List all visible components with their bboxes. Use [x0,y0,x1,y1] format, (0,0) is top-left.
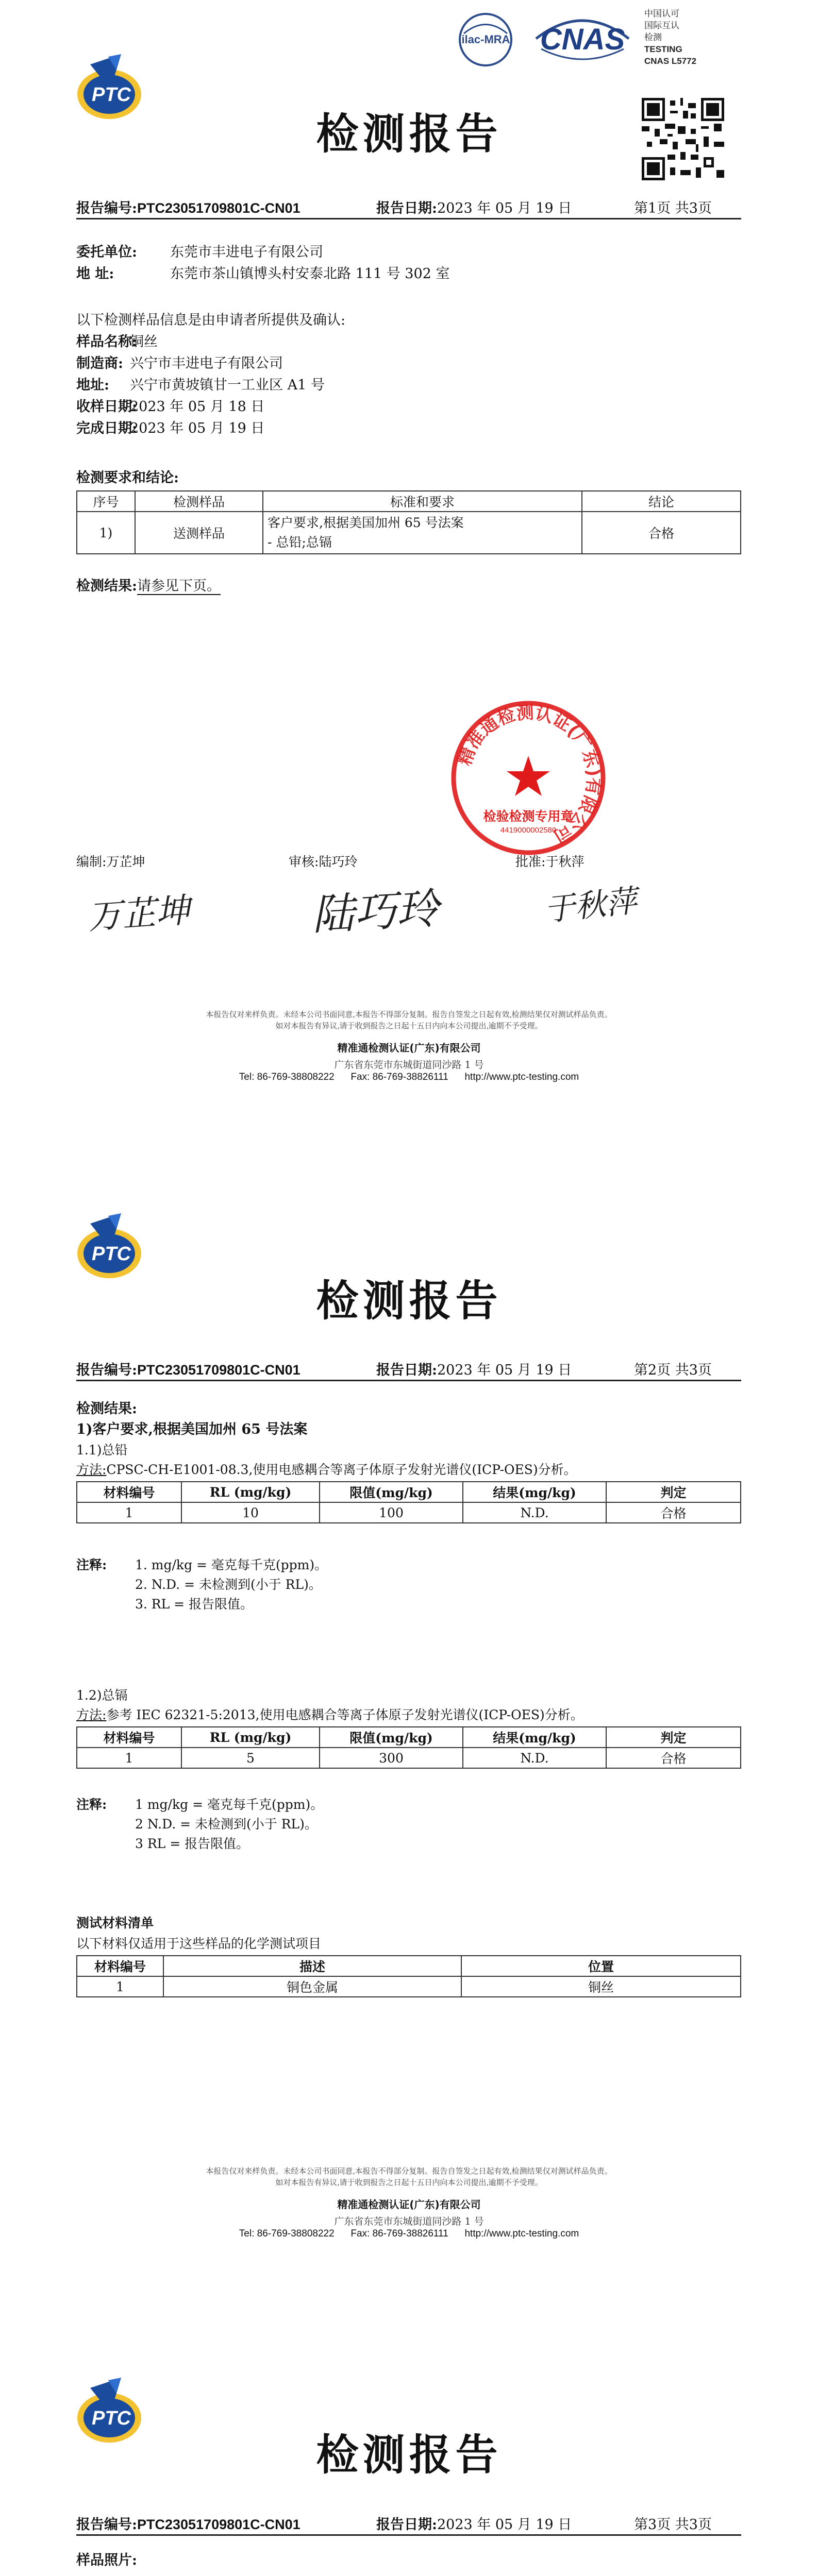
material-list-table [76,1955,741,1997]
report-date: 报告日期:2023 年 05 月 19 日 [376,200,572,216]
photo-label: 样品照片: [76,2552,137,2568]
ptc-logo: PTC [72,2372,149,2450]
approver-label: 批准:于秋萍 [515,854,585,869]
footer-note-2: 如对本报告有异议,请于收到报告之日起十五日内向本公司提出,逾期不予受理。 [275,2178,543,2187]
completed-date: 2023 年 05 月 19 日 [130,420,265,436]
footer-note-2: 如对本报告有异议,请于收到报告之日起十五日内向本公司提出,逾期不予受理。 [275,1022,543,1030]
footer-note-1: 本报告仅对来样负责。未经本公司书面同意,本报告不得部分复制。报告自签发之日起有效,检测结果仅对测试样品负责。 [206,2167,612,2176]
report-date: 报告日期:2023 年 05 月 19 日 [376,1362,572,1378]
report-number: 报告编号:PTC23051709801C-CN01 [76,1362,301,1378]
manufacturer: 兴宁市丰进电子有限公司 [130,355,283,371]
cadmium-method: 方法:参考 IEC 62321-5:2013,使用电感耦合等离子体原子发射光谱仪(ICP-OES)分析。 [76,1707,583,1722]
client-address-label: 地 址: [76,266,114,282]
footer-contact: Tel: 86-769-38808222 Fax: 86-769-38826111 http://www.ptc-testing.com [239,1072,579,1082]
report-title: 检测报告 [316,2431,502,2480]
sample-info-intro: 以下检测样品信息是由申请者所提供及确认: [76,312,346,328]
lead-title: 1.1)总铅 [76,1443,128,1458]
logo-text: PTC [92,84,131,106]
results-reference: 检测结果:请参见下页。 [76,578,221,594]
material-list-intro: 以下材料仅适用于这些样品的化学测试项目 [76,1936,322,1951]
cadmium-results-table [76,1726,741,1769]
table-header-row: 材料编号 描述 位置 [77,1956,741,1976]
footer-note-1: 本报告仅对来样负责。未经本公司书面同意,本报告不得部分复制。报告自签发之日起有效,检测结果仅对测试样品负责。 [206,1010,612,1019]
reviewer-signature: 陆巧玲 [311,884,440,940]
footer-company: 精准通检测认证(广东)有限公司 [337,1042,481,1054]
editor-label: 编制:万芷坤 [76,854,145,869]
cadmium-title: 1.2)总镉 [76,1688,128,1703]
client-name-label: 委托单位: [76,244,137,260]
accreditation-text: 中国认可 国际互认 检测 TESTING CNAS L5772 [644,9,697,66]
report-page-2 [0,1157,818,2313]
official-stamp [448,698,608,858]
report-page-3 [0,2313,818,2576]
manufacturer-address-label: 地址: [76,377,109,393]
lead-note-3: 3. RL = 报告限值。 [135,1597,254,1612]
report-page-1 [0,0,818,1157]
stamp-number: 4419000002580 [500,826,557,835]
header-rule [76,2534,741,2536]
footer-address: 广东省东莞市东城街道同沙路 1 号 [334,1059,484,1071]
table-row: 1 10 100 N.D. 合格 [77,1502,741,1523]
table-header-row: 材料编号 RL (mg/kg) 限值(mg/kg) 结果(mg/kg) 判定 [77,1727,741,1748]
header-rule [76,1380,741,1381]
report-number: 报告编号:PTC23051709801C-CN01 [76,2517,301,2533]
cadmium-note-2: 2 N.D. = 未检测到(小于 RL)。 [135,1817,318,1832]
header-rule [76,218,741,219]
table-row: 1 铜色金属 铜丝 [77,1976,741,1997]
requirements-table [76,490,741,554]
table-header-row: 材料编号 RL (mg/kg) 限值(mg/kg) 结果(mg/kg) 判定 [77,1482,741,1502]
client-address: 东莞市茶山镇博头村安泰北路 111 号 302 室 [170,266,450,282]
stamp-ring-text: 精准通检测认证(广东)有限公司 [454,702,604,847]
page-number: 第1页 共3页 [634,200,712,216]
lead-note-1: 1. mg/kg = 毫克每千克(ppm)。 [135,1557,328,1572]
sample-name-label: 样品名称: [76,334,137,350]
footer-company: 精准通检测认证(广东)有限公司 [337,2198,481,2211]
ptc-logo: PTC [72,1208,149,1285]
cadmium-note-1: 1 mg/kg = 毫克每千克(ppm)。 [135,1797,324,1812]
report-number: 报告编号:PTC23051709801C-CN01 [76,200,301,216]
report-title: 检测报告 [316,110,502,159]
ilac-mra-logo: ilac-MRA [454,10,518,70]
page-number: 第2页 共3页 [634,1362,712,1378]
footer-contact: Tel: 86-769-38808222 Fax: 86-769-38826111 http://www.ptc-testing.com [239,2228,579,2239]
cadmium-notes-label: 注释: [76,1797,107,1812]
manufacturer-label: 制造商: [76,355,123,371]
manufacturer-address: 兴宁市黄坡镇甘一工业区 A1 号 [130,377,325,393]
report-title: 检测报告 [316,1277,502,1326]
lead-note-2: 2. N.D. = 未检测到(小于 RL)。 [135,1577,322,1592]
table-header-row: 序号 检测样品 标准和要求 结论 [77,491,741,512]
reviewer-label: 审核:陆巧玲 [289,854,358,869]
footer-address: 广东省东莞市东城街道同沙路 1 号 [334,2216,484,2227]
editor-signature: 万芷坤 [86,890,191,937]
stamp-center-text: 检验检测专用章 [483,809,574,824]
received-date: 2023 年 05 月 18 日 [130,399,265,415]
page-number: 第3页 共3页 [634,2517,712,2533]
report-date: 报告日期:2023 年 05 月 19 日 [376,2517,572,2533]
completed-date-label: 完成日期: [76,420,137,436]
section-1-title: 1)客户要求,根据美国加州 65 号法案 [76,1421,308,1437]
table-row: 1 5 300 N.D. 合格 [77,1748,741,1768]
material-list-heading: 测试材料清单 [76,1916,154,1930]
client-name: 东莞市丰进电子有限公司 [170,244,323,260]
sample-name: 铜丝 [130,334,158,350]
requirements-heading: 检测要求和结论: [76,470,179,486]
lead-results-table [76,1481,741,1523]
approver-signature: 于秋萍 [542,883,639,929]
received-date-label: 收样日期: [76,399,137,415]
lead-method: 方法:CPSC-CH-E1001-08.3,使用电感耦合等离子体原子发射光谱仪(ICP-OES)分析。 [76,1462,577,1477]
table-row: 1) 送测样品 客户要求,根据美国加州 65 号法案 - 总铅;总镉 合格 [77,512,741,554]
results-heading: 检测结果: [76,1401,137,1417]
lead-notes-label: 注释: [76,1557,107,1572]
cadmium-note-3: 3 RL = 报告限值。 [135,1836,249,1851]
cnas-logo: CNAS [531,8,634,70]
